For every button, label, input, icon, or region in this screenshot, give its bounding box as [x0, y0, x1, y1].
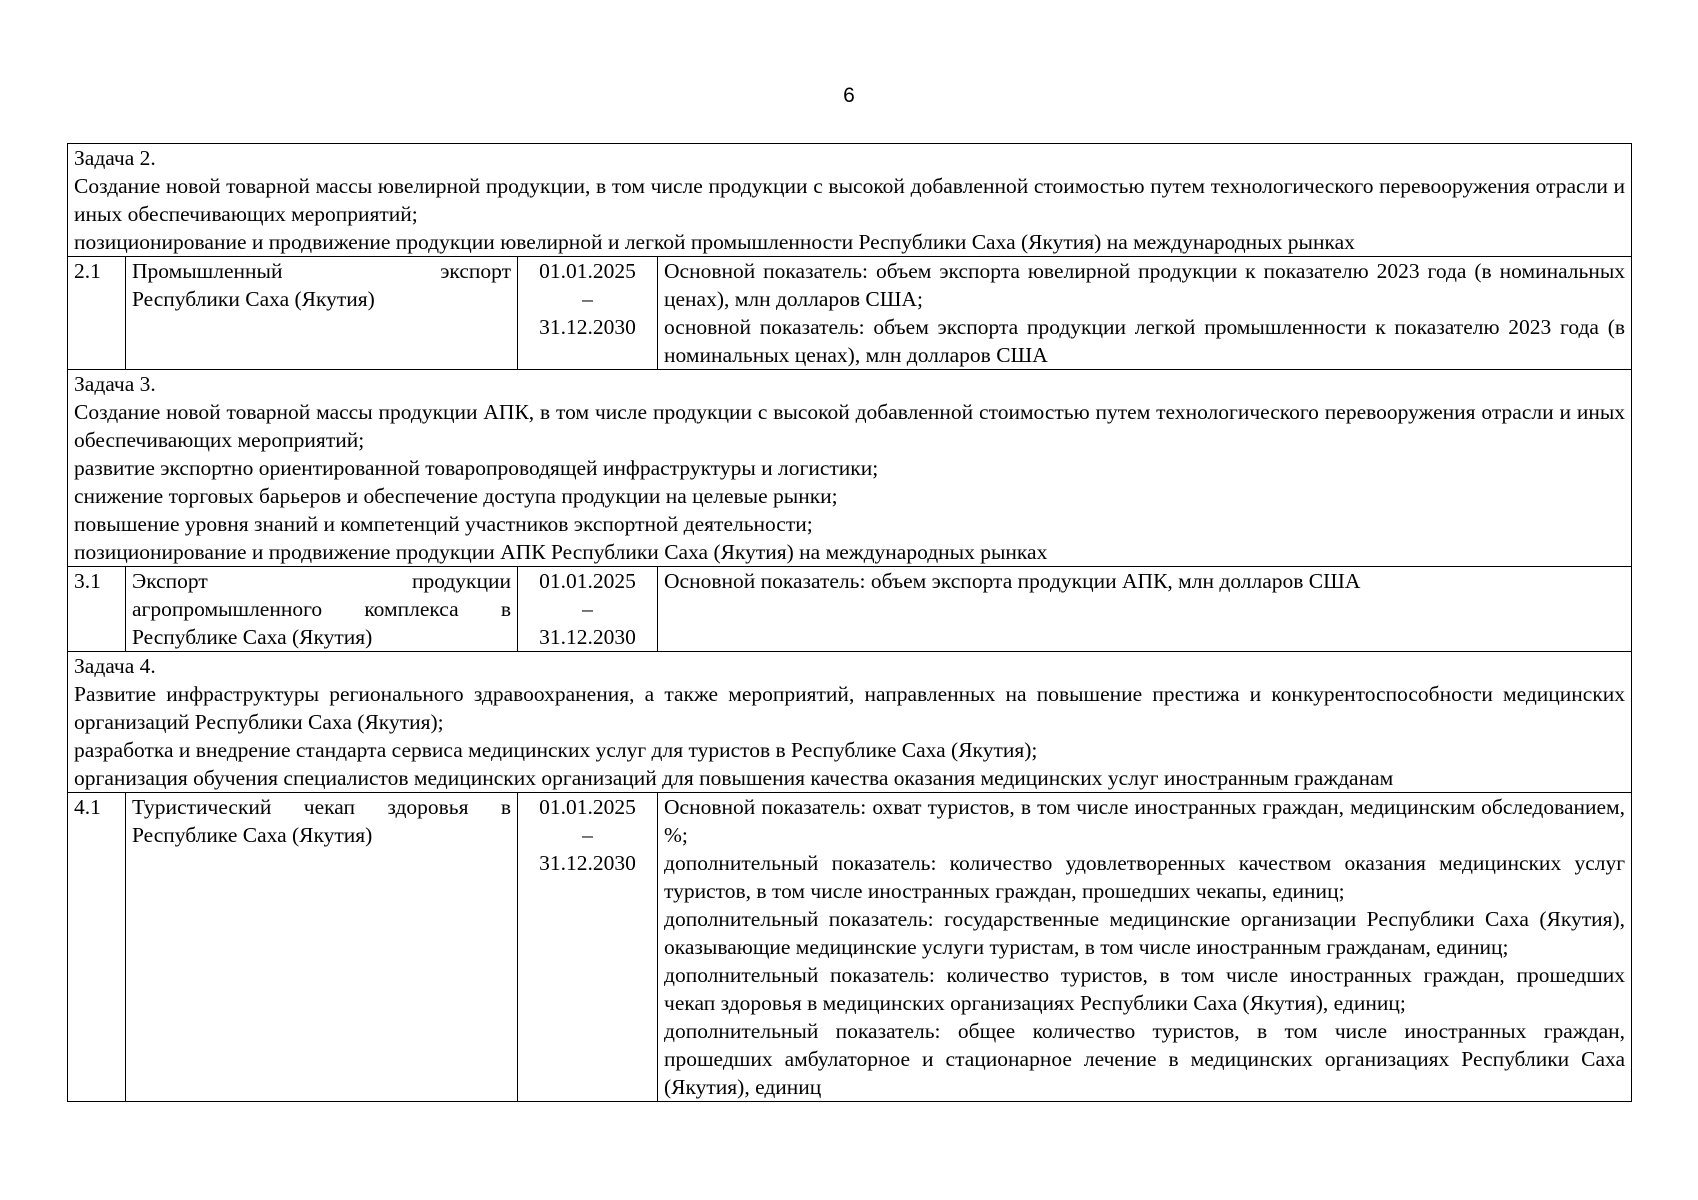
- task-3-line: Создание новой товарной массы продукции АПК, в том числе продукции с высокой добавленной стоимостью путем технологического перевооружения отрасли и иных обеспечивающих мероприятий;: [74, 400, 1626, 452]
- task-2-row: [68, 144, 1632, 257]
- measures-table: [67, 143, 1632, 1102]
- task-4-title: Задача 4.: [74, 654, 156, 678]
- measure-name-line: Республики Саха (Якутия): [132, 287, 375, 311]
- measure-name-line: Республике Саха (Якутия): [132, 823, 373, 847]
- measure-indicators: [658, 257, 1632, 370]
- task-4-row: [68, 652, 1632, 793]
- task-2-title: Задача 2.: [74, 146, 156, 170]
- task-3-row: [68, 370, 1632, 567]
- period-end: 31.12.2030: [539, 851, 636, 875]
- measure-number: 2.1: [68, 257, 126, 370]
- measure-indicators: [658, 793, 1632, 1102]
- task-4-cell: [68, 652, 1632, 793]
- measure-name-line: Экспорт продукции: [132, 569, 511, 593]
- indicator-item: Основной показатель: объем экспорта продукции АПК, млн долларов США: [664, 569, 1361, 593]
- period-dash: –: [582, 823, 593, 847]
- measure-name-line: агропромышленного комплекса в: [132, 597, 511, 621]
- task-3-cell: [68, 370, 1632, 567]
- indicator-item: дополнительный показатель: государственные медицинские организации Республики Саха (Якутия), оказывающие медицинские услуги туристам, в том числе иностранным гражданам, единиц;: [664, 907, 1626, 959]
- indicator-item: основной показатель: объем экспорта продукции легкой промышленности к показателю 2023 года (в номинальных ценах), млн долларов США: [664, 315, 1626, 367]
- measure-number: 3.1: [68, 567, 126, 652]
- task-3-line: развитие экспортно ориентированной товаропроводящей инфраструктуры и логистики;: [74, 456, 879, 480]
- period-dash: –: [582, 287, 593, 311]
- indicator-item: дополнительный показатель: количество туристов, в том числе иностранных граждан, прошедших чекап здоровья в медицинских организациях Республики Саха (Якутия), единиц;: [664, 963, 1626, 1015]
- measure-row-2-1: [68, 257, 1632, 370]
- period-start: 01.01.2025: [539, 259, 636, 283]
- period-end: 31.12.2030: [539, 625, 636, 649]
- indicator-item: дополнительный показатель: общее количество туристов, в том числе иностранных граждан, прошедших амбулаторное и стационарное лечение в медицинских организациях Республики Саха (Якутия), единиц: [664, 1019, 1626, 1099]
- period-dash: –: [582, 597, 593, 621]
- task-4-line: Развитие инфраструктуры регионального здравоохранения, а также мероприятий, направленных на повышение престижа и конкурентоспособности медицинских организаций Республики Саха (Якутия);: [74, 682, 1626, 734]
- task-3-line: снижение торговых барьеров и обеспечение доступа продукции на целевые рынки;: [74, 484, 838, 508]
- measure-name: [126, 793, 518, 1102]
- measure-name-line: Промышленный экспорт: [132, 259, 511, 283]
- task-4-line: разработка и внедрение стандарта сервиса медицинских услуг для туристов в Республике Саха (Якутия);: [74, 738, 1038, 762]
- task-4-line: организация обучения специалистов медицинских организаций для повышения качества оказания медицинских услуг иностранным гражданам: [74, 766, 1394, 790]
- task-2-line: Создание новой товарной массы ювелирной продукции, в том числе продукции с высокой добавленной стоимостью путем технологического перевооружения отрасли и иных обеспечивающих мероприятий;: [74, 174, 1626, 226]
- page-number: 6: [843, 84, 855, 107]
- task-3-line: позиционирование и продвижение продукции АПК Республики Саха (Якутия) на международных рынках: [74, 540, 1048, 564]
- measure-name: [126, 567, 518, 652]
- measure-period: [518, 257, 658, 370]
- measure-period: [518, 793, 658, 1102]
- measure-row-3-1: [68, 567, 1632, 652]
- measure-indicators: [658, 567, 1632, 652]
- measure-number: 4.1: [68, 793, 126, 1102]
- task-2-line: позиционирование и продвижение продукции ювелирной и легкой промышленности Республики Саха (Якутия) на международных рынках: [74, 230, 1355, 254]
- period-end: 31.12.2030: [539, 315, 636, 339]
- task-2-cell: [68, 144, 1632, 257]
- measure-period: [518, 567, 658, 652]
- measure-name-line: Республике Саха (Якутия): [132, 625, 373, 649]
- indicator-item: Основной показатель: охват туристов, в том числе иностранных граждан, медицинским обследованием, %;: [664, 795, 1626, 847]
- measure-name-line: Туристический чекап здоровья в: [132, 795, 511, 819]
- measure-name: [126, 257, 518, 370]
- task-3-title: Задача 3.: [74, 372, 156, 396]
- task-3-line: повышение уровня знаний и компетенций участников экспортной деятельности;: [74, 512, 813, 536]
- measure-row-4-1: [68, 793, 1632, 1102]
- indicator-item: Основной показатель: объем экспорта ювелирной продукции к показателю 2023 года (в номинальных ценах), млн долларов США;: [664, 259, 1626, 311]
- period-start: 01.01.2025: [539, 569, 636, 593]
- period-start: 01.01.2025: [539, 795, 636, 819]
- indicator-item: дополнительный показатель: количество удовлетворенных качеством оказания медицинских услуг туристов, в том числе иностранных граждан, прошедших чекапы, единиц;: [664, 851, 1626, 903]
